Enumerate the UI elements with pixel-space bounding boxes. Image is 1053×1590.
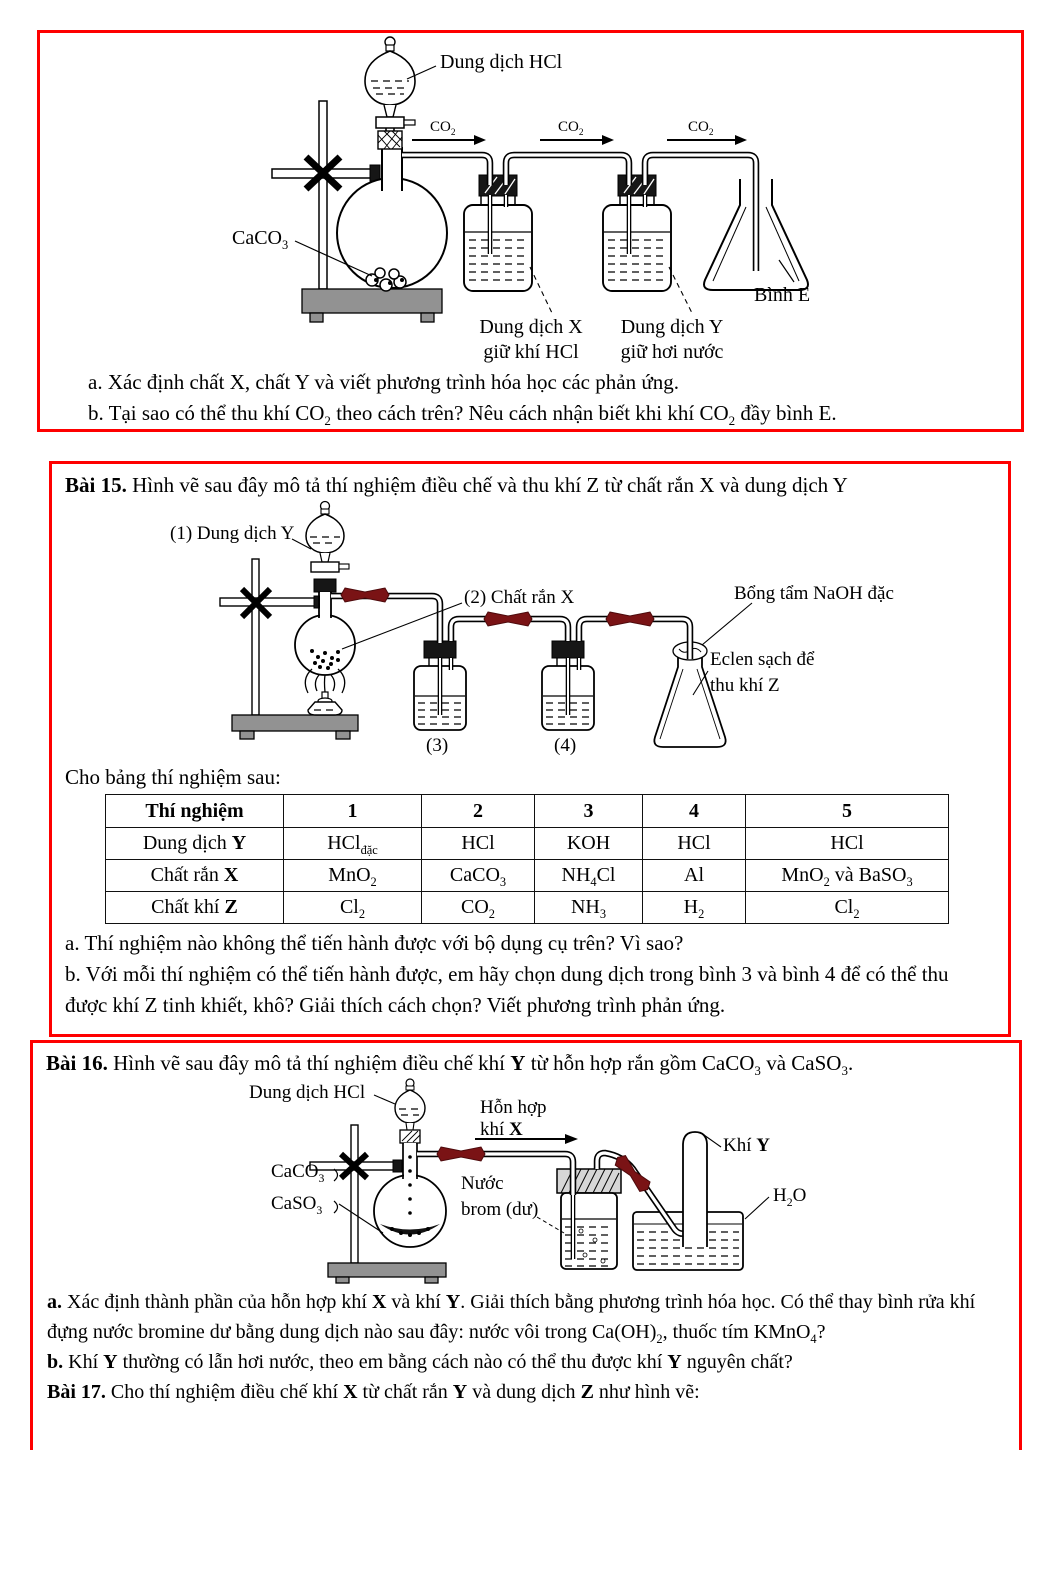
label-chat-ran-x: (2) Chất rắn X (464, 587, 575, 608)
row-label: Chất khí Z (106, 892, 284, 924)
gas-washing-bottle-2 (603, 194, 671, 291)
problem-box-co2-collection (37, 30, 1024, 432)
label-caco3: CaCO$_3$ (232, 227, 289, 252)
table-cell: $NH_3$ (535, 892, 643, 924)
label-bottle-4: (4) (554, 735, 577, 756)
label-nuoc: Nước (461, 1173, 504, 1194)
label-bottle1-caption-1: Dung dịch X (479, 316, 583, 338)
washing-bottle-bromine (557, 1169, 621, 1269)
header-cell: 5 (746, 795, 949, 828)
gas-delivery-tubes (402, 155, 756, 271)
table-cell: HCl (746, 828, 949, 860)
label-bottle1-caption-2: giữ khí HCl (483, 341, 579, 363)
label-caso3: CaSO$_3$ (271, 1193, 323, 1217)
table-cell: $Cl_2$ (284, 892, 422, 924)
label-bong-tam-naoh: Bổng tẩm NaOH đặc (734, 583, 894, 604)
separating-funnel (306, 502, 349, 593)
question-a-box3: a. Xác định thành phần của hỗn hợp khí X và khí Y. Giải thích bằng phương trình hóa học. Có thể thay bình rửa khí đựng nước bromine dư bằng dung dịch nào sau đây: nước vôi trong $Ca(OH)_2$, thuốc tím KMnO$_4$? (47, 1291, 976, 1346)
row-label: Chất rắn X (106, 860, 284, 892)
label-binh-e: Bình E (754, 284, 811, 306)
alcohol-lamp (305, 669, 344, 715)
question-b-box2: b. Với mỗi thí nghiệm có thể tiến hành được, em hãy chọn dung dịch trong bình 3 và bình 4 để có thể thu được khí Z tinh khiết, khô? Giải thích cách chọn? Viết phương trình phản ứng. (65, 962, 949, 1017)
table-cell: HCl$_{đặc}$ (284, 828, 422, 860)
label-dung-dich-hcl: Dung dịch HCl (440, 51, 563, 73)
table-cell: CaCO$_3$ (422, 860, 535, 892)
table-row-chat-ran-x (106, 860, 949, 892)
label-dung-dich-hcl: Dung dịch HCl (249, 1082, 366, 1103)
table-cell: Al (643, 860, 746, 892)
question-a-box2: a. Thí nghiệm nào không thể tiến hành được với bộ dụng cụ trên? Vì sao? (65, 931, 684, 955)
label-bottle-3: (3) (426, 735, 449, 756)
bai-15-title: Bài 15. Hình vẽ sau đây mô tả thí nghiệm điều chế và thu khí Z từ chất rắn X và dung dịch Y (65, 473, 848, 497)
label-dung-dich-y: (1) Dung dịch Y (170, 523, 295, 544)
question-b-box3: b. Khí Y thường có lẫn hơi nước, theo em bằng cách nào có thể thu được khí Y nguyên chất? (47, 1351, 793, 1373)
table-header-row (106, 795, 949, 828)
diagram-bai-15 (52, 499, 1008, 763)
label-khi-y: Khí Y (723, 1135, 770, 1156)
label-h2o: $H_2O$ (773, 1185, 807, 1209)
label-brom-du: brom (dư) (461, 1199, 539, 1220)
label-eclen-1: Eclen sạch để (710, 649, 815, 670)
label-bottle2-caption-1: Dung dịch Y (620, 316, 724, 338)
table-cell: $CO_2$ (422, 892, 535, 924)
table-cell: $NH_4Cl$ (535, 860, 643, 892)
dropping-funnel (395, 1079, 425, 1143)
question-a-box1: a. Xác định chất X, chất Y và viết phương trình hóa học các phản ứng. (88, 370, 679, 394)
label-co2-2: $CO_2$ (558, 119, 584, 138)
table-cell: $H_2$ (643, 892, 746, 924)
header-cell: 3 (535, 795, 643, 828)
co2-apparatus-drawing (40, 33, 1021, 363)
label-co2-1: $CO_2$ (430, 119, 456, 138)
table-cell: KOH (535, 828, 643, 860)
bai-16-title: Bài 16. Hình vẽ sau đây mô tả thí nghiệm điều chế khí Y từ hỗn hợp rắn gồm CaCO$_3$ và CaSO$_3$. (46, 1051, 854, 1079)
header-cell: 2 (422, 795, 535, 828)
header-cell: Thí nghiệm (106, 795, 284, 828)
ground-glass-joint (378, 131, 402, 149)
table-cell: MnO$_2$ và BaSO$_3$ (746, 860, 949, 892)
label-bottle2-caption-2: giữ hơi nước (620, 341, 724, 363)
worksheet-page (0, 30, 1053, 1590)
diagram-co2-apparatus (40, 33, 1021, 363)
table-row-dung-dich-y (106, 828, 949, 860)
label-eclen-2: thu khí Z (710, 675, 780, 696)
problem-box-bai-16 (30, 1040, 1022, 1450)
bai-17-line: Bài 17. Cho thí nghiệm điều chế khí X từ chất rắn Y và dung dịch Z như hình vẽ: (47, 1381, 700, 1403)
gas-delivery-tubes (331, 596, 690, 715)
row-label: Dung dịch Y (106, 828, 284, 860)
test-tube (683, 1132, 707, 1247)
label-khi-x: khí X (480, 1119, 523, 1140)
header-cell: 4 (643, 795, 746, 828)
header-cell: 1 (284, 795, 422, 828)
round-bottom-flask (374, 1143, 446, 1247)
problem-box-bai-15 (49, 461, 1011, 1037)
label-hon-hop: Hỗn hợp (480, 1097, 547, 1118)
table-cell: $Cl_2$ (746, 892, 949, 924)
gas-washing-bottle-1 (464, 194, 532, 291)
label-co2-3: $CO_2$ (688, 119, 714, 138)
table-row-chat-khi-z (106, 892, 949, 924)
table-cell: HCl (422, 828, 535, 860)
label-caco3: CaCO$_3$ (271, 1161, 325, 1185)
experiment-table (105, 794, 949, 924)
table-intro: Cho bảng thí nghiệm sau: (65, 765, 281, 789)
table-cell: MnO$_2$ (284, 860, 422, 892)
diagram-bai-16 (33, 1077, 1019, 1287)
table-cell: HCl (643, 828, 746, 860)
question-b-box1: b. Tại sao có thể thu khí $CO_2$ theo cách trên? Nêu cách nhận biết khi khí $CO_2$ đầy bình E. (88, 401, 837, 429)
